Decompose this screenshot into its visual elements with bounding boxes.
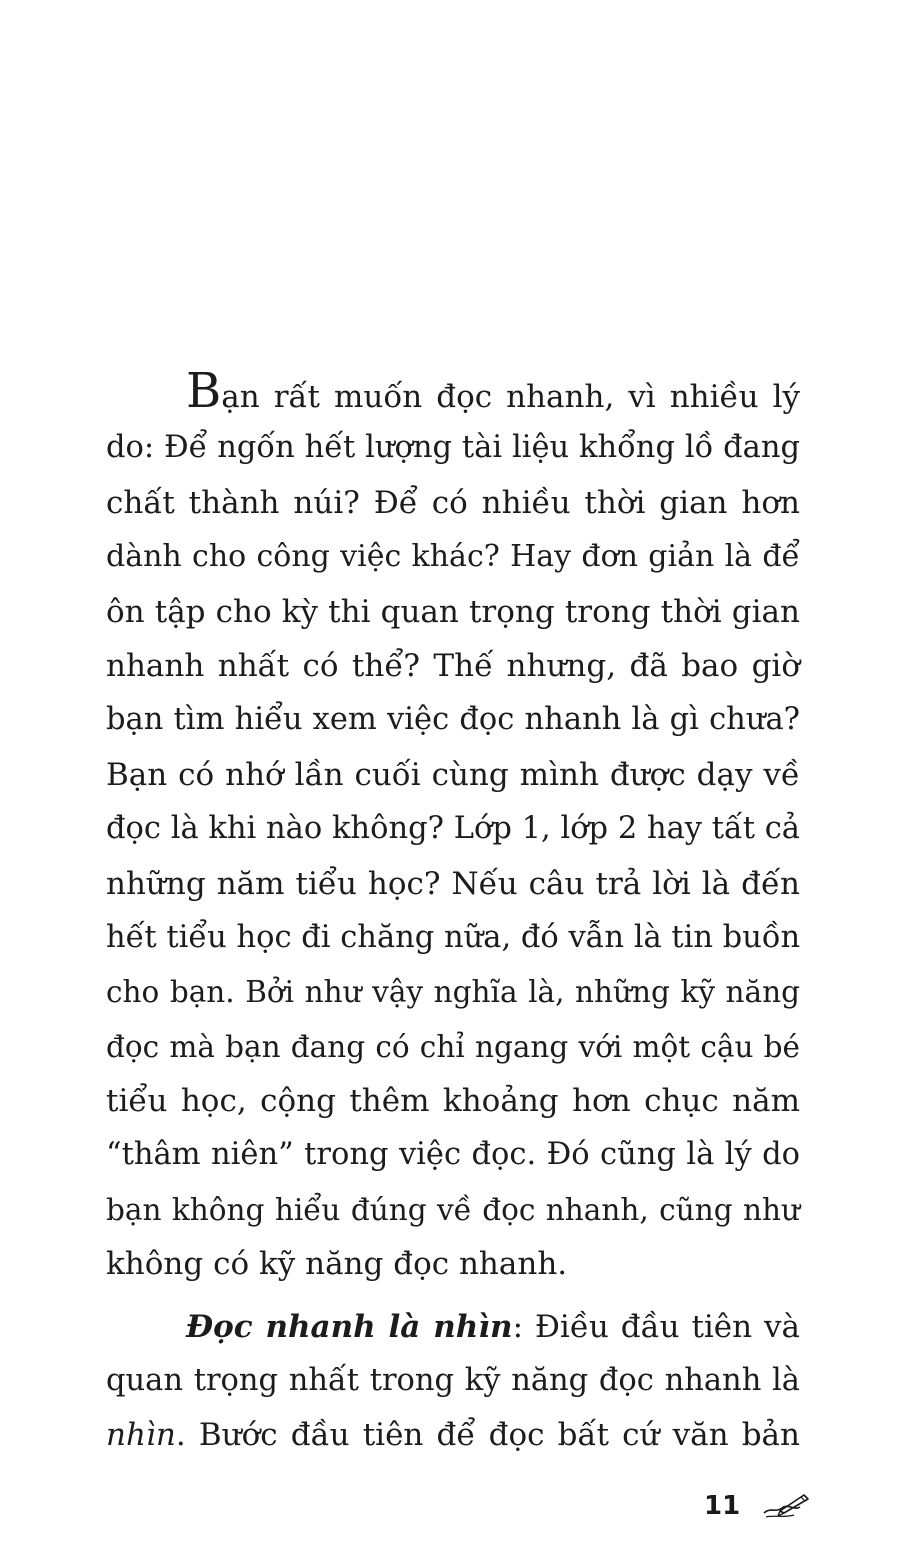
paragraph-1-last-line: không có kỹ năng đọc nhanh. <box>106 1246 568 1283</box>
paragraph-1-line-1 <box>106 363 800 421</box>
paragraph-1-line: Bạn có nhớ lần cuối cùng mình được dạy về <box>106 756 800 793</box>
pen-writing-icon <box>760 1491 812 1521</box>
paragraph-2-line-text: : Điều đầu tiên và <box>512 1308 800 1345</box>
paragraph-2-line-1 <box>106 1300 800 1354</box>
paragraph-1-line: do: Để ngốn hết lượng tài liệu khổng lồ đang <box>106 430 800 466</box>
paragraph-1-line: tiểu học, cộng thêm khoảng hơn chục năm <box>106 1083 800 1120</box>
paragraph-1-line: đọc mà bạn đang có chỉ ngang với một cậu bé <box>106 1029 800 1064</box>
paragraph-1-line: những năm tiểu học? Nếu câu trả lời là đến <box>106 865 800 902</box>
paragraph-1-line: cho bạn. Bởi như vậy nghĩa là, những kỹ năng <box>106 975 800 1010</box>
page-number: 11 <box>704 1491 741 1521</box>
page-footer <box>704 1486 812 1526</box>
dropcap-letter: B <box>186 363 222 419</box>
paragraph-1-line: dành cho công việc khác? Hay đơn giản là để <box>106 539 800 575</box>
paragraph-1-line: bạn tìm hiểu xem việc đọc nhanh là gì chưa? <box>106 702 800 738</box>
paragraph-1-line-text: ạn rất muốn đọc nhanh, vì nhiều lý <box>221 379 800 415</box>
paragraph-1-line: “thâm niên” trong việc đọc. Đó cũng là lý do <box>106 1137 800 1173</box>
section-lead-heading: Đọc nhanh là nhìn <box>186 1308 513 1345</box>
paragraph-2-line-2: quan trọng nhất trong kỹ năng đọc nhanh là <box>106 1363 800 1399</box>
paragraph-2-line-text: . Bước đầu tiên để đọc bất cứ văn bản <box>175 1417 800 1454</box>
paragraph-1-line: ôn tập cho kỳ thi quan trọng trong thời gian <box>106 593 800 630</box>
paragraph-2-line-3 <box>106 1408 800 1462</box>
paragraph-1-line: bạn không hiểu đúng về đọc nhanh, cũng như <box>106 1192 800 1227</box>
body-text <box>106 363 801 1463</box>
paragraph-1-line: chất thành núi? Để có nhiều thời gian hơn <box>106 484 800 521</box>
italic-term: nhìn <box>106 1417 176 1454</box>
paragraph-1-line: nhanh nhất có thể? Thế nhưng, đã bao giờ <box>106 647 800 684</box>
paragraph-1-line: đọc là khi nào không? Lớp 1, lớp 2 hay tất cả <box>106 811 800 847</box>
paragraph-1-line: hết tiểu học đi chăng nữa, đó vẫn là tin buồn <box>106 919 801 955</box>
